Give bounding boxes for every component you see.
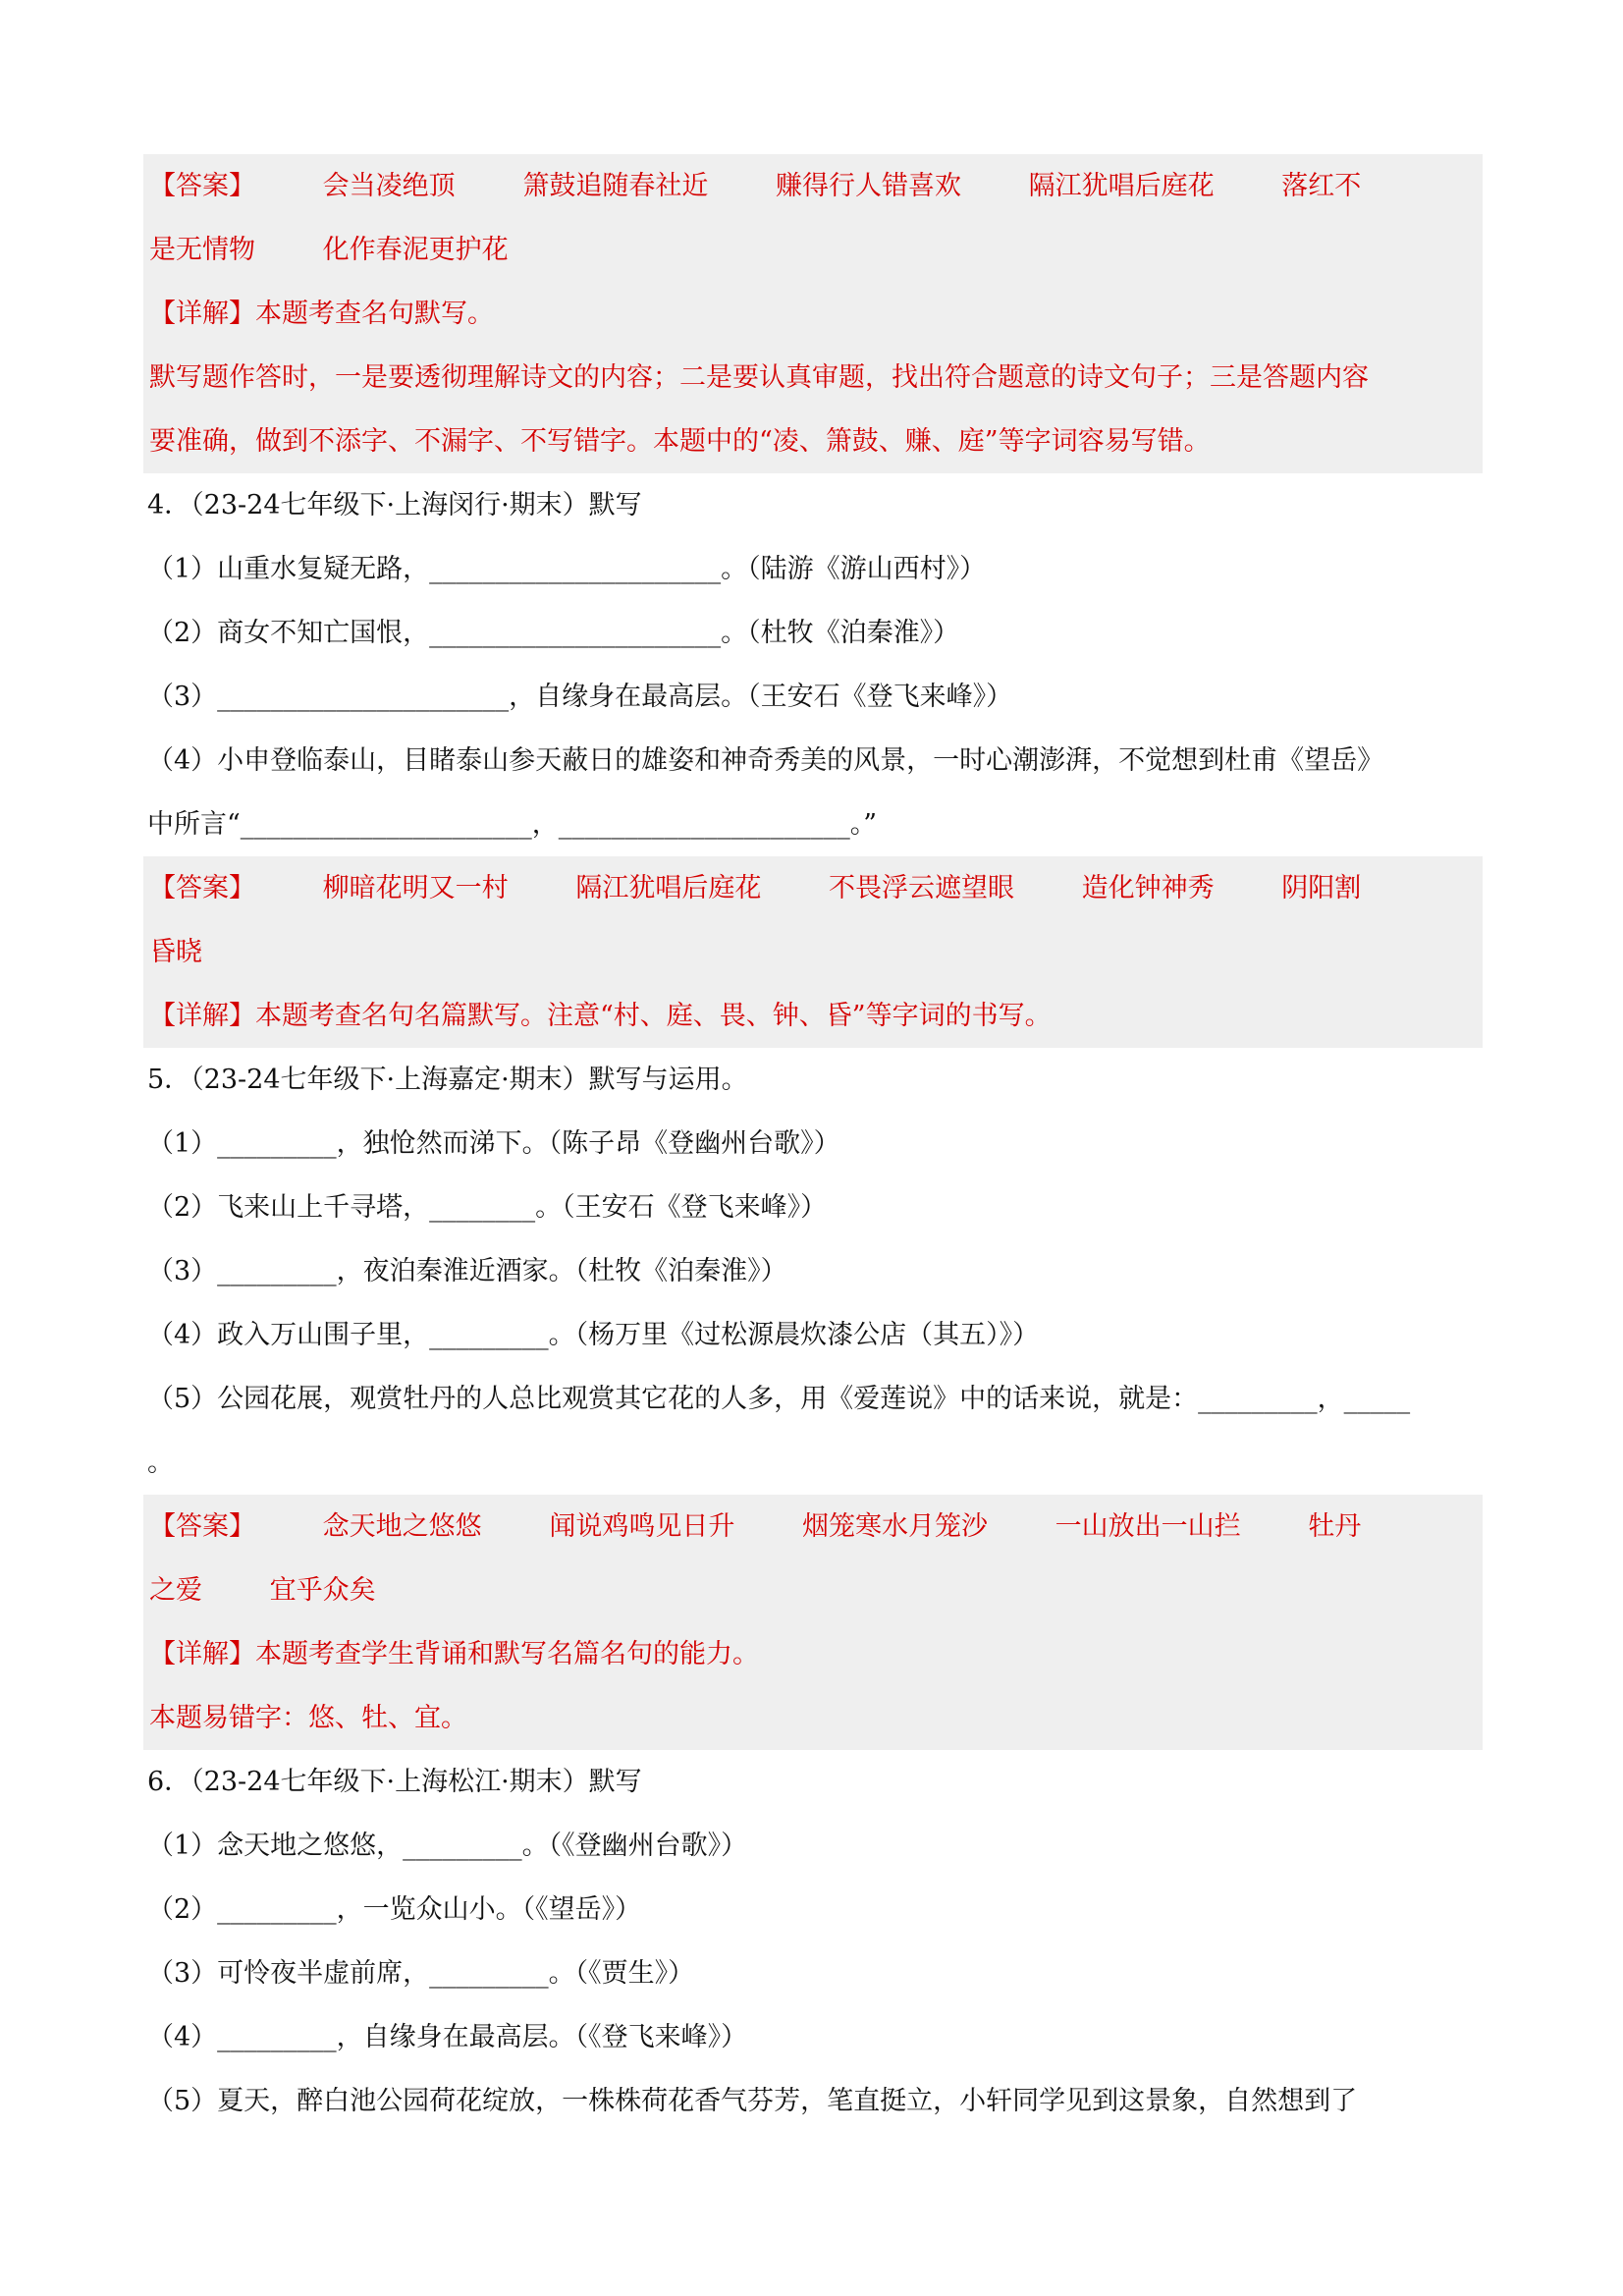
question-item: （1）_________，独怆然而涕下。（陈子昂《登幽州台歌》） xyxy=(147,1128,840,1159)
question-title: 5．（23-24七年级下·上海嘉定·期末）默写与运用。 xyxy=(147,1065,748,1095)
question-item: （2）飞来山上千寻塔，________。（王安石《登飞来峰》） xyxy=(147,1192,828,1223)
answer-block-q4 xyxy=(143,856,1483,1048)
question-item: （3）______________________，自缘身在最高层。（王安石《登飞来峰》） xyxy=(147,682,1013,712)
question-item: （2）_________，一览众山小。（《望岳》） xyxy=(147,1894,642,1925)
answer-line: 【答案】 柳暗花明又一村 隔江犹唱后庭花 不畏浮云遮望眼 造化钟神秀 阴阳割 xyxy=(149,873,1362,903)
answer-line: 【答案】 念天地之悠悠 闻说鸡鸣见日升 烟笼寒水月笼沙 一山放出一山拦 牡丹 xyxy=(149,1511,1362,1542)
answer-line: 是无情物 化作春泥更护花 xyxy=(149,235,509,265)
question-item: （4）政入万山围子里，_________。（杨万里《过松源晨炊漆公店（其五）》） xyxy=(147,1320,1040,1350)
question-item: （1）念天地之悠悠，_________。（《登幽州台歌》） xyxy=(147,1831,748,1861)
question-item: （5）夏天，醉白池公园荷花绽放，一株株荷花香气芬芳，笔直挺立，小轩同学见到这景象，自然想到了 xyxy=(147,2086,1358,2116)
answer-block-q5 xyxy=(143,1495,1483,1750)
question-item: 。 xyxy=(147,1448,174,1478)
answer-line: 之爱 宜乎众矣 xyxy=(149,1575,376,1606)
question-item: 中所言“______________________，______________________。” xyxy=(147,809,878,840)
explanation-line: 【详解】本题考查学生背诵和默写名篇名句的能力。 xyxy=(149,1639,759,1669)
answer-line: 【答案】 会当凌绝顶 箫鼓追随春社近 赚得行人错喜欢 隔江犹唱后庭花 落红不 xyxy=(149,171,1362,201)
question-title: 4．（23-24七年级下·上海闵行·期末）默写 xyxy=(147,490,642,520)
explanation-line: 【详解】本题考查名句名篇默写。注意“村、庭、畏、钟、昏”等字词的书写。 xyxy=(149,1001,1052,1031)
question-4 xyxy=(143,473,1483,856)
question-5 xyxy=(143,1048,1483,1495)
question-6 xyxy=(143,1750,1483,2133)
question-item: （2）商女不知亡国恨，______________________。（杜牧《泊秦淮》） xyxy=(147,618,960,648)
question-item: （3）可怜夜半虚前席，_________。（《贾生》） xyxy=(147,1958,695,1989)
question-item: （5）公园花展，观赏牡丹的人总比观赏其它花的人多，用《爱莲说》中的话来说，就是：_________，_____ xyxy=(147,1384,1411,1414)
answer-block-q3 xyxy=(143,154,1483,473)
question-item: （4）小申登临泰山，目睹泰山参天蔽日的雄姿和神奇秀美的风景，一时心潮澎湃，不觉想到杜甫《望岳》 xyxy=(147,745,1384,776)
question-title: 6．（23-24七年级下·上海松江·期末）默写 xyxy=(147,1767,642,1797)
explanation-line: 本题易错字：悠、牡、宜。 xyxy=(149,1703,467,1733)
explanation-line: 【详解】本题考查名句默写。 xyxy=(149,299,494,329)
question-item: （1）山重水复疑无路，______________________。（陆游《游山西村》） xyxy=(147,554,987,584)
question-item: （4）_________，自缘身在最高层。（《登飞来峰》） xyxy=(147,2022,748,2052)
explanation-line: 要准确，做到不添字、不漏字、不写错字。本题中的“凌、箫鼓、赚、庭”等字词容易写错。 xyxy=(149,426,1211,457)
explanation-line: 默写题作答时，一是要透彻理解诗文的内容；二是要认真审题，找出符合题意的诗文句子；三是答题内容 xyxy=(149,362,1369,393)
answer-line: 昏晓 xyxy=(149,937,202,967)
question-item: （3）_________，夜泊秦淮近酒家。（杜牧《泊秦淮》） xyxy=(147,1256,787,1286)
